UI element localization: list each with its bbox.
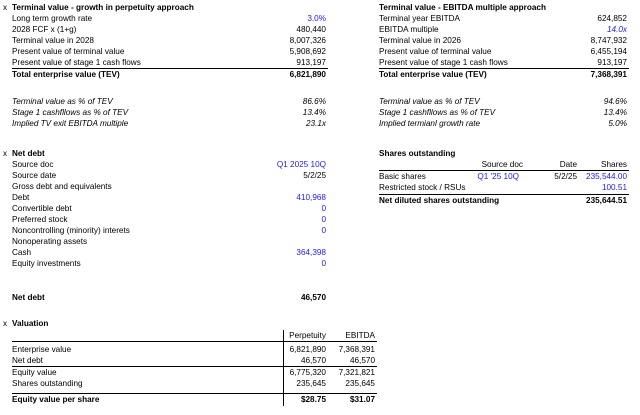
ebitda-ratio-row-value[interactable]: 5.0%	[608, 119, 627, 128]
valuation-total-ebitda[interactable]: $31.07	[349, 395, 375, 404]
net-debt-row-label: Noncontrolling (minority) interets	[12, 226, 130, 235]
shares-header-shares: Shares	[601, 160, 627, 169]
collapse-marker[interactable]: x	[3, 319, 8, 328]
valuation-row[interactable]	[12, 355, 377, 366]
section-title-ebitda: Terminal value - EBITDA multiple approach	[379, 3, 546, 12]
shares-header-row	[379, 159, 629, 171]
perpetuity-row-value[interactable]: 913,197	[296, 58, 326, 67]
net-debt-row-value[interactable]: 0	[321, 226, 326, 235]
shares-row[interactable]	[379, 182, 629, 193]
ebitda-total-label: Total enterprise value (TEV)	[379, 70, 487, 79]
net-debt-row[interactable]	[12, 225, 328, 236]
perpetuity-row[interactable]	[12, 57, 328, 68]
net-debt-row-value[interactable]: 0	[321, 215, 326, 224]
ebitda-ratio-row-label: Stage 1 cashfllows as % of TEV	[379, 108, 496, 117]
perpetuity-row[interactable]	[12, 35, 328, 46]
perpetuity-ratio-row-label: Implied TV exit EBITDA multiple	[12, 119, 129, 128]
ebitda-row-label: Terminal year EBITDA	[379, 14, 460, 23]
ebitda-row[interactable]	[379, 13, 629, 24]
ebitda-rows	[379, 13, 629, 68]
ebitda-row[interactable]	[379, 24, 629, 35]
ebitda-row-value[interactable]: 6,455,194	[590, 47, 627, 56]
ebitda-total-value[interactable]: 7,368,391	[590, 70, 627, 79]
perpetuity-ratio-row[interactable]	[12, 96, 328, 107]
net-debt-row-label: Preferred stock	[12, 215, 68, 224]
ebitda-row-label: Present value of terminal value	[379, 47, 492, 56]
ebitda-ratio-row[interactable]	[379, 107, 629, 118]
perpetuity-row-value[interactable]: 5,908,692	[289, 47, 326, 56]
net-debt-row-value[interactable]: 5/2/25	[303, 171, 326, 180]
valuation-row-ebitda[interactable]: 46,570	[349, 356, 375, 365]
perpetuity-ratio-row[interactable]	[12, 107, 328, 118]
perpetuity-total-value[interactable]: 6,821,890	[289, 70, 326, 79]
shares-row-label: Basic shares	[379, 172, 426, 181]
net-debt-rows	[12, 159, 328, 269]
net-debt-row-label: Source doc	[12, 160, 54, 169]
net-debt-row-label: Equity investments	[12, 259, 81, 268]
net-debt-row-value[interactable]: Q1 2025 10Q	[276, 160, 326, 169]
net-debt-row[interactable]	[12, 170, 328, 181]
net-debt-row[interactable]	[12, 192, 328, 203]
ebitda-row-value[interactable]: 14.0x	[606, 25, 627, 34]
section-title-valuation: Valuation	[12, 319, 49, 328]
ebitda-ratio-row-label: Implied termianl growth rate	[379, 119, 481, 128]
perpetuity-row[interactable]	[12, 24, 328, 35]
ebitda-ratio-row-value[interactable]: 94.6%	[603, 97, 627, 106]
net-debt-row-label: Gross debt and equivalents	[12, 182, 112, 191]
valuation-row[interactable]	[12, 366, 377, 378]
net-debt-row[interactable]	[12, 159, 328, 170]
shares-rows	[379, 171, 629, 193]
section-title-shares: Shares outstanding	[379, 149, 456, 158]
perpetuity-ratio-row-label: Terminal value as % of TEV	[12, 97, 113, 106]
perpetuity-row-label: Terminal value in 2028	[12, 36, 94, 45]
perpetuity-row-label: Present value of terminal value	[12, 47, 125, 56]
perpetuity-ratio-row-value[interactable]: 23.1x	[305, 119, 326, 128]
shares-row-shares[interactable]: 100.51	[601, 183, 627, 192]
perpetuity-row[interactable]	[12, 46, 328, 57]
perpetuity-total-row[interactable]	[12, 68, 328, 80]
shares-row-source[interactable]: Q1 '25 10Q	[477, 172, 519, 181]
perpetuity-ratio-row-value[interactable]: 13.4%	[302, 108, 326, 117]
perpetuity-ratio-row[interactable]	[12, 118, 328, 129]
collapse-marker[interactable]: x	[3, 3, 8, 12]
ebitda-total-row[interactable]	[379, 68, 629, 80]
ebitda-row[interactable]	[379, 46, 629, 57]
valuation-total-row[interactable]	[12, 393, 377, 405]
shares-header-source: Source doc	[481, 160, 523, 169]
valuation-row-label: Enterprise value	[12, 345, 72, 354]
valuation-row-label: Net debt	[12, 356, 43, 365]
section-title-net-debt: Net debt	[12, 149, 45, 158]
net-debt-row-label: Cash	[12, 248, 32, 257]
net-debt-row[interactable]	[12, 247, 328, 258]
shares-row-shares[interactable]: 235,544.00	[586, 172, 627, 181]
valuation-row-label: Shares outstanding	[12, 379, 83, 388]
ebitda-row[interactable]	[379, 35, 629, 46]
net-debt-row[interactable]	[12, 181, 328, 192]
net-debt-row[interactable]	[12, 214, 328, 225]
ebitda-ratio-row-label: Terminal value as % of TEV	[379, 97, 480, 106]
shares-row-label: Restricted stock / RSUs	[379, 183, 466, 192]
shares-total-row[interactable]	[379, 194, 629, 206]
perpetuity-row-value[interactable]: 3.0%	[307, 14, 326, 23]
net-debt-row[interactable]	[12, 236, 328, 247]
ebitda-ratio-row-value[interactable]: 13.4%	[603, 108, 627, 117]
ebitda-ratio-row[interactable]	[379, 96, 629, 107]
valuation-rows	[12, 344, 377, 389]
ebitda-row-value[interactable]: 624,852	[597, 14, 627, 23]
valuation-row-perpetuity[interactable]: 235,645	[296, 379, 326, 388]
net-debt-row[interactable]	[12, 203, 328, 214]
ebitda-row[interactable]	[379, 57, 629, 68]
ebitda-ratio-row[interactable]	[379, 118, 629, 129]
net-debt-total-label: Net debt	[12, 293, 45, 302]
net-debt-row-label: Convertible debt	[12, 204, 72, 213]
shares-total-label: Net diluted shares outstanding	[379, 196, 500, 205]
net-debt-total-value[interactable]: 46,570	[300, 293, 326, 302]
valuation-row[interactable]	[12, 378, 377, 389]
shares-row[interactable]	[379, 171, 629, 182]
net-debt-row-value[interactable]: 0	[321, 204, 326, 213]
perpetuity-ratio-row-label: Stage 1 cashfllows as % of TEV	[12, 108, 129, 117]
valuation-header-perpetuity: Perpetuity	[289, 331, 326, 340]
valuation-total-label: Equity value per share	[12, 395, 100, 404]
shares-row-date[interactable]: 5/2/25	[554, 172, 577, 181]
perpetuity-rows	[12, 13, 328, 68]
net-debt-row-label: Source date	[12, 171, 57, 180]
perpetuity-ratios	[12, 96, 328, 129]
net-debt-row-value[interactable]: 364,398	[296, 248, 326, 257]
valuation-row-ebitda[interactable]: 235,645	[345, 379, 375, 388]
valuation-header-ebitda: EBITDA	[345, 331, 375, 340]
valuation-total-perpetuity[interactable]: $28.75	[300, 395, 326, 404]
ebitda-row-value[interactable]: 913,197	[597, 58, 627, 67]
valuation-row-perpetuity[interactable]: 6,775,320	[289, 368, 326, 377]
ebitda-ratios	[379, 96, 629, 129]
net-debt-row-label: Nonoperating assets	[12, 237, 88, 246]
net-debt-row-value[interactable]: 410,968	[296, 193, 326, 202]
valuation-row[interactable]	[12, 344, 377, 355]
net-debt-row[interactable]	[12, 258, 328, 269]
shares-total-value[interactable]: 235,644.51	[586, 196, 627, 205]
valuation-header-row	[12, 330, 377, 342]
valuation-row-perpetuity[interactable]: 6,821,890	[289, 345, 326, 354]
net-debt-row-label: Debt	[12, 193, 30, 202]
perpetuity-ratio-row-value[interactable]: 86.6%	[302, 97, 326, 106]
section-title-perpetuity: Terminal value - growth in perpetuity approach	[12, 3, 194, 12]
ebitda-row-label: EBITDA multiple	[379, 25, 439, 34]
valuation-row-ebitda[interactable]: 7,368,391	[338, 345, 375, 354]
ebitda-row-label: Present value of stage 1 cash flows	[379, 58, 508, 67]
net-debt-row-value[interactable]: 0	[321, 259, 326, 268]
perpetuity-row[interactable]	[12, 13, 328, 24]
collapse-marker[interactable]: x	[3, 149, 8, 158]
valuation-row-label: Equity value	[12, 368, 57, 377]
valuation-row-ebitda[interactable]: 7,321,821	[338, 368, 375, 377]
perpetuity-row-label: Present value of stage 1 cash flows	[12, 58, 141, 67]
perpetuity-row-label: 2028 FCF x (1+g)	[12, 25, 77, 34]
valuation-row-perpetuity[interactable]: 46,570	[300, 356, 326, 365]
shares-header-date: Date	[559, 160, 577, 169]
perpetuity-row-value[interactable]: 480,440	[296, 25, 326, 34]
perpetuity-total-label: Total enterprise value (TEV)	[12, 70, 120, 79]
ebitda-row-label: Terminal value in 2026	[379, 36, 461, 45]
net-debt-total-row[interactable]	[12, 292, 328, 303]
ebitda-row-value[interactable]: 8,747,932	[590, 36, 627, 45]
perpetuity-row-label: Long term growth rate	[12, 14, 93, 23]
perpetuity-row-value[interactable]: 8,007,326	[289, 36, 326, 45]
